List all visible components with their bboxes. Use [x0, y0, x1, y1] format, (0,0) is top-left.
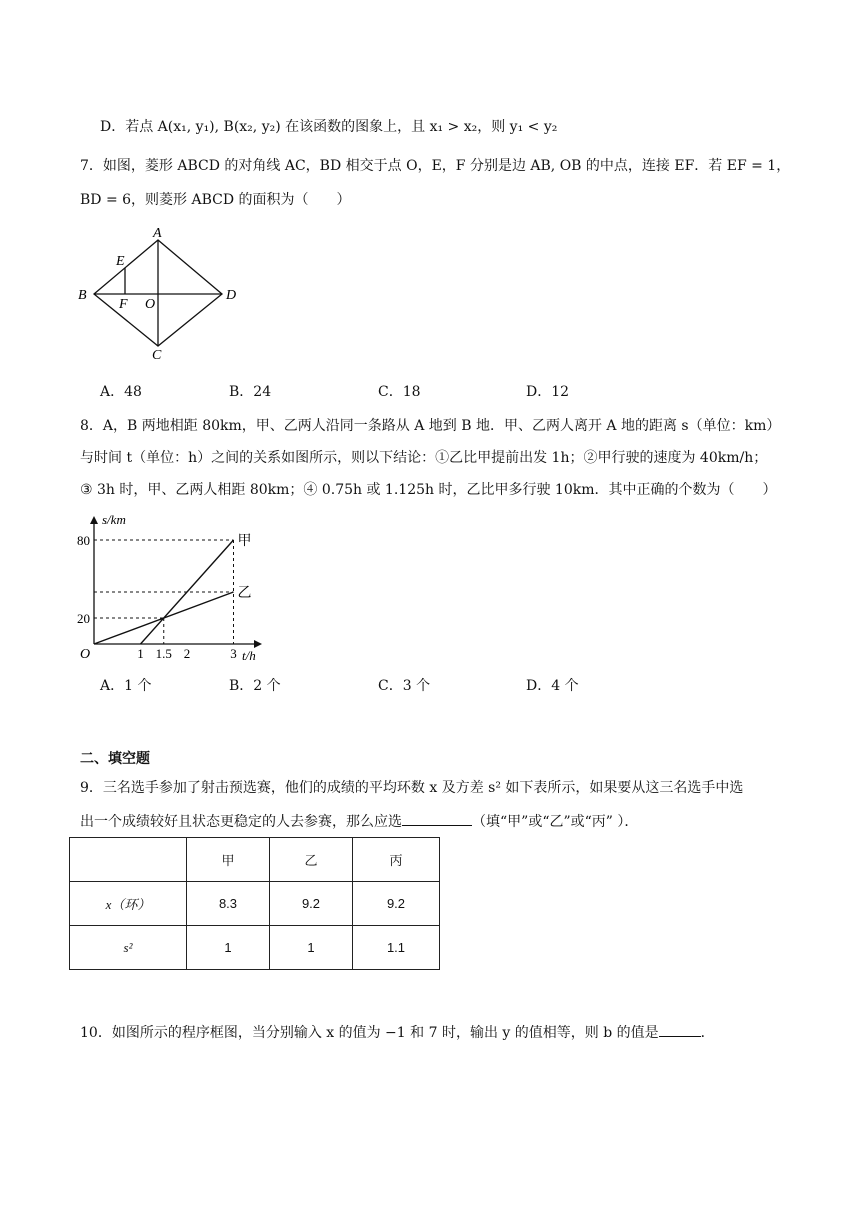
origin-label: O	[80, 647, 91, 662]
series-label-0: 甲	[237, 533, 252, 549]
label-e: E	[116, 254, 125, 269]
label-b: B	[78, 288, 87, 303]
rhombus-figure	[76, 224, 256, 364]
x-axis-arrow	[254, 640, 262, 648]
y-axis-label: s/km	[102, 512, 126, 527]
q10-stem-tail: ．	[700, 1025, 715, 1041]
q8-option-c: C．3 个	[378, 678, 431, 694]
label-d: D	[226, 288, 237, 303]
section-title-fill-in: 二、填空题	[80, 751, 150, 767]
q9-stem-line2	[80, 811, 638, 832]
q8-stem-line1: 8．A，B 两地相距 80km，甲、乙两人沿同一条路从 A 地到 B 地．甲、乙两人离开 A 地的距离 s（单位：km）	[80, 418, 781, 434]
q8-stem-line2: 与时间 t（单位：h）之间的关系如图所示，则以下结论：①乙比甲提前出发 1h；②甲行驶的速度为 40km/h；	[80, 450, 768, 466]
q8-option-d: D．4 个	[526, 678, 579, 694]
q9-score-table	[69, 837, 440, 970]
q9-answer-blank[interactable]	[402, 811, 472, 826]
table-row	[70, 926, 440, 970]
series-label-1: 乙	[237, 585, 252, 601]
x-axis-label: t/h	[242, 648, 256, 663]
q7-stem-line1: 7．如图，菱形 ABCD 的对角线 AC，BD 相交于点 O，E，F 分别是边 AB, OB 的中点，连接 EF．若 EF = 1，	[80, 158, 791, 174]
q9-stem-line2-text: 出一个成绩较好且状态更稳定的人去参赛，那么应选	[80, 814, 402, 830]
table-header-cell: 乙	[270, 838, 353, 882]
table-header-cell: 甲	[187, 838, 270, 882]
q10-stem	[80, 1022, 715, 1043]
label-a: A	[153, 226, 162, 241]
table-cell: x（环）	[70, 882, 187, 926]
q7-stem-line2: BD = 6，则菱形 ABCD 的面积为（ ）	[80, 192, 351, 208]
table-cell: 1	[270, 926, 353, 970]
q8-option-b: B．2 个	[229, 678, 281, 694]
q8-option-a: A．1 个	[100, 678, 152, 694]
label-o: O	[145, 297, 156, 312]
x-tick-label-1: 1.5	[155, 646, 172, 661]
q7-option-a: A．48	[100, 384, 142, 400]
y-tick-label-0: 20	[77, 611, 90, 626]
table-row	[70, 882, 440, 926]
table-cell: 1	[187, 926, 270, 970]
q9-stem-line2-tail: （填“甲”或“乙”或“丙” ）．	[472, 814, 639, 830]
table-cell: 9.2	[270, 882, 353, 926]
q10-answer-blank[interactable]	[659, 1022, 701, 1037]
table-header-cell	[70, 838, 187, 882]
x-tick-label-2: 2	[183, 646, 191, 661]
label-f: F	[119, 297, 128, 312]
q10-stem-text: 10．如图所示的程序框图，当分别输入 x 的值为 −1 和 7 时，输出 y 的值相等，则 b 的值是	[80, 1025, 659, 1041]
x-tick-label-0: 1	[137, 646, 144, 661]
table-cell: 8.3	[187, 882, 270, 926]
table-cell: s²	[70, 926, 187, 970]
q7-option-b: B．24	[229, 384, 272, 400]
q7-option-c: C．18	[378, 384, 421, 400]
table-header-row	[70, 838, 440, 882]
table-cell: 9.2	[353, 882, 440, 926]
table-header-cell: 丙	[353, 838, 440, 882]
table-cell: 1.1	[353, 926, 440, 970]
y-tick-label-1: 80	[77, 533, 90, 548]
distance-time-chart	[72, 510, 272, 665]
y-axis-arrow	[90, 516, 98, 524]
q6-option-d: D．若点 A(x₁, y₁), B(x₂, y₂) 在该函数的图象上，且 x₁ > x₂，则 y₁ < y₂	[100, 119, 558, 135]
q8-stem-line3: ③ 3h 时，甲、乙两人相距 80km；④ 0.75h 或 1.125h 时，乙比甲多行驶 10km．其中正确的个数为（ ）	[80, 482, 777, 498]
label-c: C	[152, 348, 162, 363]
x-tick-label-3: 3	[230, 646, 237, 661]
q7-option-d: D．12	[526, 384, 570, 400]
q9-stem-line1: 9．三名选手参加了射击预选赛，他们的成绩的平均环数 x 及方差 s² 如下表所示，如果要从这三名选手中选	[80, 780, 744, 796]
